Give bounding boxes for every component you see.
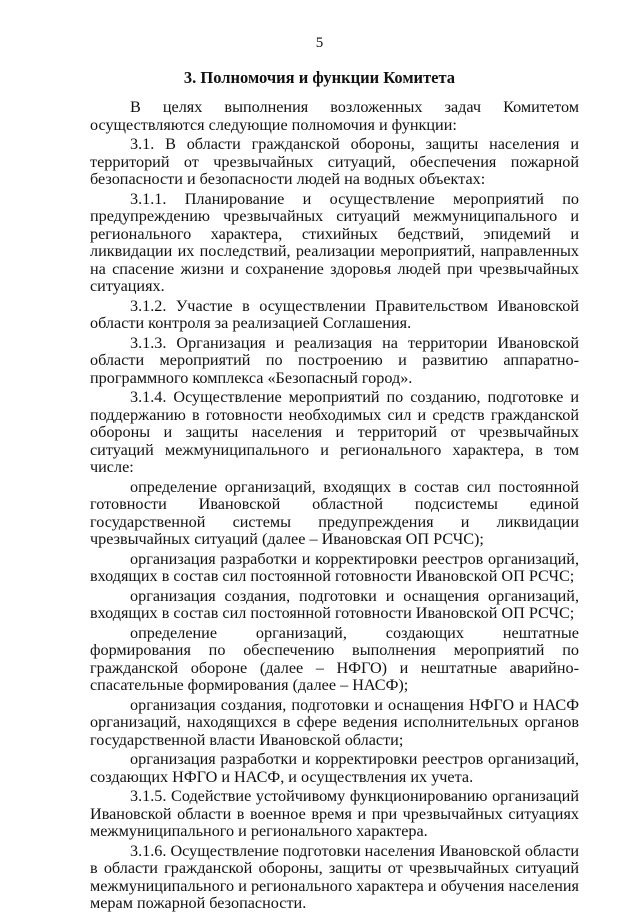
list-item-paragraph: организация разработки и корректировки реестров организаций, входящих в состав сил постоянной готовности Ивановской ОП РСЧС; (90, 549, 579, 585)
list-item-paragraph: определение организаций, входящих в состав сил постоянной готовности Ивановской областной подсистемы единой государственной системы предупреждения и ликвидации чрезвычайных ситуаций (далее – Ивановская ОП РСЧС); (90, 477, 579, 548)
paragraph-3-1-5: 3.1.5. Содействие устойчивому функционированию организаций Ивановской области в военное время и при чрезвычайных ситуациях межмуниципального и регионального характера. (90, 787, 579, 840)
paragraph-3-1-6: 3.1.6. Осуществление подготовки населения Ивановской области в области гражданской обороны, защиты от чрезвычайных ситуаций межмуниципального и регионального характера и обучения населения мерам пожарной безопасности. (90, 841, 579, 912)
list-item-paragraph: определение организаций, создающих нештатные формирования по обеспечению выполнения мероприятий по гражданской обороне (далее – НФГО) и нештатные аварийно-спасательные формирования (далее – НАСФ); (90, 623, 579, 694)
paragraph-3-1-2: 3.1.2. Участие в осуществлении Правительством Ивановской области контроля за реализацией Соглашения. (90, 296, 579, 332)
paragraph-3-1-4: 3.1.4. Осуществление мероприятий по созданию, подготовке и поддержанию в готовности необходимых сил и средств гражданской обороны и защиты населения и территорий от чрезвычайных ситуаций межмуниципального и регионального характера, в том числе: (90, 388, 579, 476)
document-body (90, 99, 579, 915)
paragraph-intro: В целях выполнения возложенных задач Комитетом осуществляются следующие полномочия и функции: (90, 98, 579, 134)
list-item-paragraph: организация разработки и корректировки реестров организаций, создающих НФГО и НАСФ, и осуществления их учета. (90, 750, 579, 786)
list-item-paragraph: организация создания, подготовки и оснащения организаций, входящих в состав сил постоянной готовности Ивановской ОП РСЧС; (90, 586, 579, 622)
page-number: 5 (315, 35, 324, 51)
paragraph-3-1-3: 3.1.3. Организация и реализация на территории Ивановской области мероприятий по построению и развитию аппаратно-программного комплекса «Безопасный город». (90, 333, 579, 387)
paragraph-3-1-1: 3.1.1. Планирование и осуществление мероприятий по предупреждению чрезвычайных ситуаций межмуниципального и регионального характера, стихийных бедствий, эпидемий и ликвидации их последствий, реализации мероприятий, направленных на спасение жизни и сохранение здоровья людей при чрезвычайных ситуациях. (90, 189, 579, 295)
list-item-paragraph: организация создания, подготовки и оснащения НФГО и НАСФ организаций, находящихся в сфере ведения исполнительных органов государственной власти Ивановской области; (90, 695, 579, 749)
section-title: 3. Полномочия и функции Комитета (183, 68, 456, 87)
paragraph-3-1: 3.1. В области гражданской обороны, защиты населения и территорий от чрезвычайных ситуаций, обеспечения пожарной безопасности и безопасности людей на водных объектах: (90, 135, 579, 188)
